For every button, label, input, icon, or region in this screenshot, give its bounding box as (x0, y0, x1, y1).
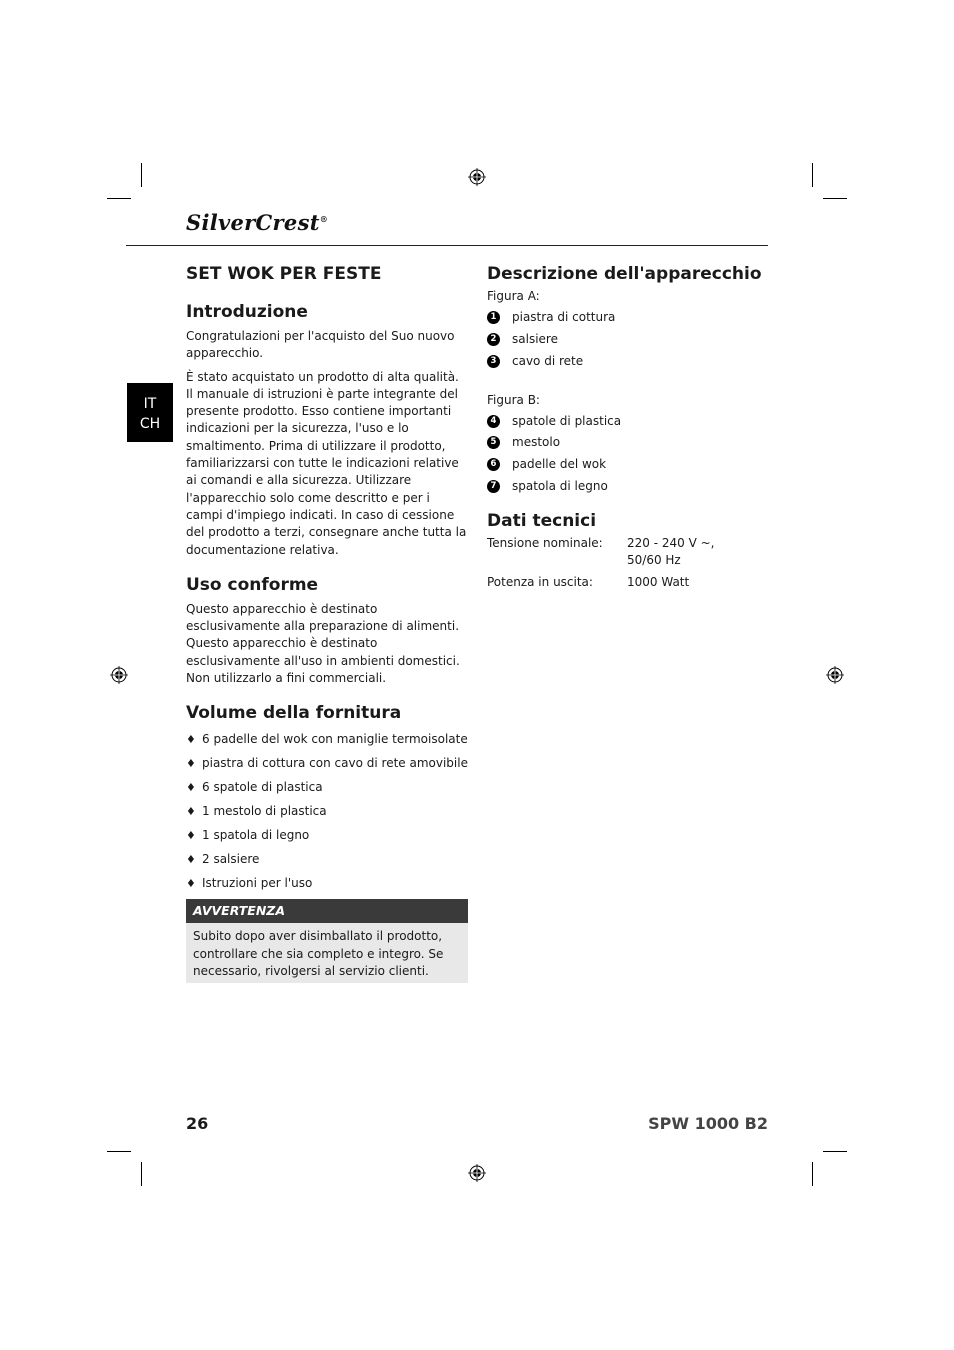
crop-mark (823, 198, 847, 199)
section-introduzione (186, 300, 468, 559)
crop-mark (823, 1151, 847, 1152)
spec-value: 1000 Watt (627, 574, 690, 589)
list-item (186, 851, 468, 868)
list-item (186, 803, 468, 820)
spec-row (487, 535, 769, 569)
part-label: spatola di legno (512, 478, 608, 493)
crop-mark (107, 198, 131, 199)
diamond-bullet-icon: ♦ (186, 829, 196, 843)
diamond-bullet-icon: ♦ (186, 877, 196, 891)
list-item (186, 731, 468, 748)
part-label: mestolo (512, 435, 561, 450)
paragraph: È stato acquistato un prodotto di alta qualità. Il manuale di istruzioni è parte integrante del presente prodotto. Esso contiene importanti indicazioni per la sicurezza, l'uso e lo smaltimento. Prima di utilizzare il prodotto, familiarizzarsi con tutte le indicazioni relative ai comandi e alla sicurezza. Utilizzare l'apparecchio solo come descritto e per i campi d'impiego indicati. In caso di cessione del prodotto a terzi, consegnare anche tutta la documentazione relativa. (186, 369, 467, 557)
part-label: cavo di rete (512, 353, 584, 368)
left-column (186, 262, 468, 993)
diamond-bullet-icon: ♦ (186, 757, 196, 771)
diamond-bullet-icon: ♦ (186, 853, 196, 867)
diamond-bullet-icon: ♦ (186, 781, 196, 795)
part-item (487, 309, 769, 326)
section-heading: Dati tecnici (487, 510, 597, 531)
language-tab-line2: CH (139, 416, 161, 432)
diamond-bullet-icon: ♦ (186, 733, 196, 747)
right-column (487, 262, 769, 596)
part-number-badge: 6 (487, 458, 500, 471)
registration-mark-icon (826, 666, 844, 684)
part-item (487, 478, 769, 495)
registration-mark-icon (468, 1164, 486, 1182)
section-heading: Descrizione dell'apparecchio (487, 264, 762, 284)
part-number-badge: 1 (487, 311, 500, 324)
part-item (487, 456, 769, 473)
page-title: SET WOK PER FESTE (186, 264, 382, 284)
brand-name: SilverCrest (186, 210, 320, 235)
part-label: padelle del wok (512, 457, 607, 472)
crop-mark (141, 163, 142, 187)
section-heading: Volume della fornitura (186, 703, 402, 724)
language-tab-line1: IT (143, 396, 157, 412)
section-descrizione (487, 262, 769, 495)
list-item (186, 779, 468, 796)
warning-text: Subito dopo aver disimballato il prodotto, controllare che sia completo e integro. Se necessario, rivolgersi al servizio clienti. (193, 929, 444, 978)
part-item (487, 331, 769, 348)
spec-row (487, 574, 769, 591)
section-heading: Introduzione (186, 302, 308, 322)
diamond-bullet-icon: ♦ (186, 805, 196, 819)
part-label: piastra di cottura (512, 310, 616, 324)
section-heading: Uso conforme (186, 574, 319, 595)
part-item (487, 413, 769, 430)
list-item (186, 827, 468, 844)
language-tab (127, 383, 173, 442)
warning-box (186, 899, 468, 983)
part-label: salsiere (512, 331, 558, 346)
list-item-text: 6 spatole di plastica (202, 780, 323, 795)
figure-label: Figura A: (487, 289, 540, 303)
spec-value: 220 - 240 V ~, 50/60 Hz (627, 535, 715, 567)
registration-mark-icon (110, 666, 128, 684)
part-number-badge: 4 (487, 415, 500, 428)
crop-mark (141, 1162, 142, 1186)
registration-mark-icon (468, 168, 486, 186)
list-item-text: 1 spatola di legno (202, 828, 310, 843)
list-item-text: 2 salsiere (202, 852, 260, 867)
part-number-badge: 2 (487, 333, 500, 346)
list-item-text: piastra di cottura con cavo di rete amovibile (202, 756, 468, 771)
list-item-text: 1 mestolo di plastica (202, 804, 327, 819)
page-number: 26 (186, 1114, 209, 1133)
supply-list (186, 731, 468, 892)
section-volume (186, 701, 468, 983)
spec-key: Tensione nominale: (487, 535, 603, 550)
paragraph: Congratulazioni per l'acquisto del Suo nuovo apparecchio. (186, 329, 455, 361)
crop-mark (107, 1151, 131, 1152)
brand-logo (186, 210, 328, 235)
part-item (487, 434, 769, 451)
warning-title: AVVERTENZA (186, 899, 468, 923)
section-dati-tecnici (487, 509, 769, 591)
part-number-badge: 3 (487, 355, 500, 368)
paragraph: Questo apparecchio è destinato esclusivamente alla preparazione di alimenti. Questo apparecchio è destinato esclusivamente all'uso in ambienti domestici. Non utilizzarlo a fini commerciali. (186, 601, 460, 686)
part-number-badge: 5 (487, 436, 500, 449)
registered-mark: ® (319, 214, 329, 224)
spec-key: Potenza in uscita: (487, 574, 593, 589)
header-rule (126, 245, 768, 246)
section-uso-conforme (186, 573, 468, 687)
list-item-text: Istruzioni per l'uso (202, 876, 313, 891)
list-item (186, 755, 468, 772)
list-item (186, 875, 468, 892)
crop-mark (812, 163, 813, 187)
model-number: SPW 1000 B2 (648, 1114, 768, 1133)
figure-label: Figura B: (487, 392, 540, 407)
list-item-text: 6 padelle del wok con maniglie termoisolate (202, 732, 468, 747)
part-item (487, 353, 769, 370)
part-number-badge: 7 (487, 480, 500, 493)
part-label: spatole di plastica (512, 413, 622, 428)
crop-mark (812, 1162, 813, 1186)
